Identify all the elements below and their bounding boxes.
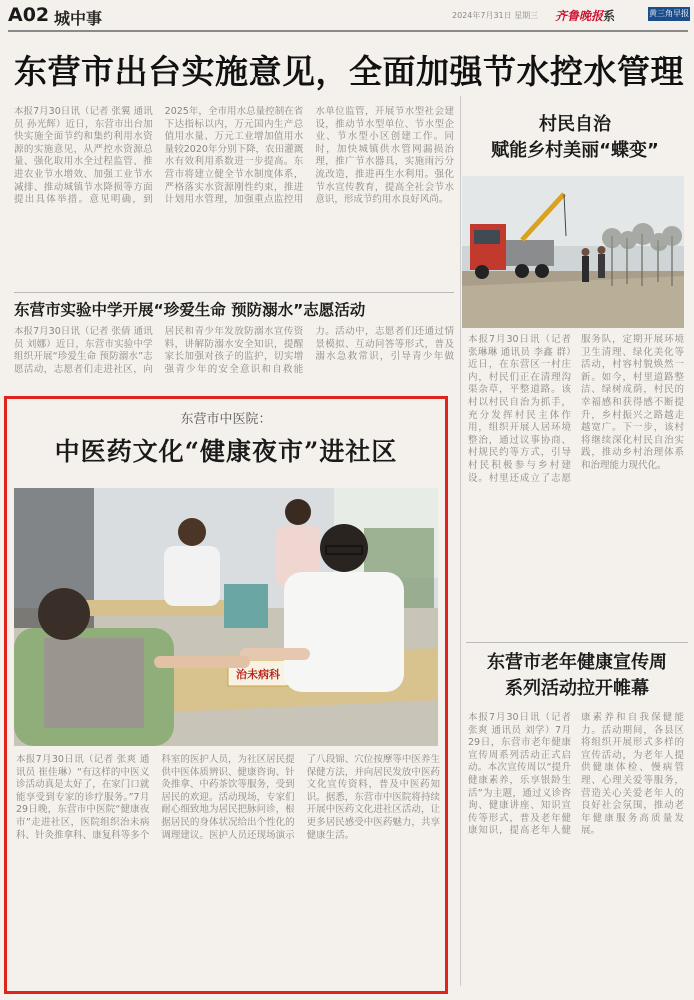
brand-tag: 黄三角早报 <box>648 7 690 21</box>
village-photo-illustration <box>462 176 684 328</box>
divider <box>466 642 688 643</box>
elderly-headline-line1: 东营市老年健康宣传周 <box>487 652 667 673</box>
village-headline-line2: 赋能乡村美丽“蝶变” <box>491 140 659 161</box>
feature-body: 本报7月30日讯（记者 张爽 通讯员 崔佳琳）“有这样的中医义诊活动真是太好了，在家门口就能享受到专家的诊疗服务。”7月29日晚，东营市中医院“健康夜市”走进社区，医院组织治未病科、针灸推拿科、康复科等多个科室的医护人员，为社区居民提供中医体质辨识、健康咨询、针灸推拿、中药茶饮等服务，受到居民的欢迎。活动现场，专家们耐心细致地为居民把脉问诊，根据居民的身体状况给出个性化的调理建议。医护人员还现场演示了八段锦、穴位按摩等中医养生保健方法，并向居民发放中医药文化宣传资料，普及中医药知识。据悉，东营市中医院将持续开展中医药文化进社区活动，让更多居民感受中医药魅力，共享健康生活。 <box>16 754 440 841</box>
main-story-body: 本报7月30日讯（记者 张翼 通讯员 孙光辉）近日，东营市出台加快实施全面节约和集约利用水资源的实施意见，从严控水资源总量、强化取用水全过程监管、推进农业节水增效、加强工业节水减排、推动城镇节水降损等方面提出具体举措。意见明确，到2025年，全市用水总量控制在省下达指标以内，万元国内生产总值用水量、万元工业增加值用水量较2020年分别下降，农田灌溉水有效利用系数进一步提高。东营市将建立健全节水制度体系，严格落实水资源刚性约束，推进计划用水管理，加强重点监控用水单位监管，开展节水型社会建设，推动节水型单位、节水型企业、节水型小区创建工作。同时，加快城镇供水管网漏损治理，推广节水器具，实施雨污分流改造，推进再生水利用。强化节水宣传教育，提高全社会节水意识，形成节约用水良好风尚。 <box>14 106 454 206</box>
feature-kicker: 东营市中医院： <box>180 412 272 427</box>
column-divider <box>460 96 461 986</box>
second-story-headline: 东营市实验中学开展“珍爱生命 预防溺水”志愿活动 <box>14 301 366 319</box>
feature-photo <box>14 488 438 746</box>
feature-headline: 中医药文化“健康夜市”进社区 <box>54 437 398 466</box>
second-story-body: 本报7月30日讯（记者 张倩 通讯员 刘娜）近日，东营市实验中学组织开展“珍爱生命 预防溺水”志愿活动，志愿者们走进社区，向居民和青少年发放防溺水宣传资料，讲解防溺水安全知识，提醒家长加强对孩子的监护，切实增强青少年的安全意识和自救能力。活动中，志愿者们还通过情景模拟、互动问答等形式，普及溺水急救常识，引导青少年做 <box>14 326 454 375</box>
village-story-body: 本报7月30日讯（记者 张琳琳 通讯员 李鑫 群）近日，在东营区一村庄内，村民们正在清理沟渠杂草，平整道路。该村以村民自治为抓手，充分发挥村民主体作用，组织开展人居环境整治，通过议事协商、村规民约等方式，引导村民积极参与乡村建设。村里还成立了志愿服务队，定期开展环境卫生清理、绿化美化等活动，村容村貌焕然一新。如今，村里道路整洁、绿树成荫，村民的幸福感和获得感不断提升，乡村振兴之路越走越宽广。下一步，该村将继续深化村民自治实践，推动乡村治理体系和治理能力现代化。 <box>468 334 684 484</box>
clinic-scene-illustration <box>14 488 438 746</box>
newspaper-brand <box>555 7 615 24</box>
village-photo <box>462 176 684 328</box>
page-number: A02 <box>8 4 50 26</box>
brand-suffix: 系 <box>603 9 616 23</box>
divider <box>14 292 454 293</box>
main-headline: 东营市出台实施意见，全面加强节水控水管理 <box>14 52 684 91</box>
issue-date: 2024年7月31日 星期三 <box>452 11 539 20</box>
village-story-headline <box>470 112 680 164</box>
elderly-story-body: 本报7月30日讯（记者 张爽 通讯员 刘学）7月29日，东营市老年健康宣传周系列活动正式启动。本次宣传周以“提升健康素养，乐享银龄生活”为主题，通过义诊咨询、健康讲座、知识宣传等形式，普及老年健康知识，提高老年人健康素养和自我保健能力。活动期间，各县区将组织开展形式多样的宣传活动，为老年人提供健康体检、慢病管理、心理关爱等服务，营造关心关爱老年人的良好社会氛围，推动老年健康服务高质量发展。 <box>468 712 684 837</box>
section-name: 城中事 <box>54 9 103 28</box>
header-rule <box>8 30 688 32</box>
elderly-story-headline <box>466 650 688 702</box>
village-headline-line1: 村民自治 <box>539 114 611 135</box>
elderly-headline-line2: 系列活动拉开帷幕 <box>505 678 649 699</box>
brand-name: 齐鲁晚报 <box>555 9 604 23</box>
clinic-sign: 治未病科 <box>236 668 280 681</box>
